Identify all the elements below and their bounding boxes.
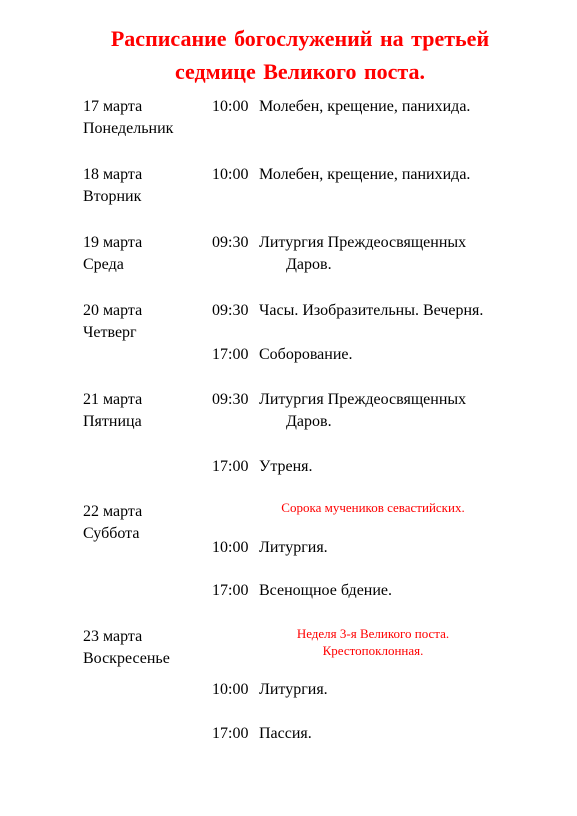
service-text: Литургия Преждеосвященных bbox=[259, 391, 467, 408]
service-text: Соборование. bbox=[259, 346, 353, 363]
service-text: Молебен, крещение, панихида. bbox=[259, 166, 471, 183]
service-time: 17:00 bbox=[212, 725, 249, 742]
service-time: 09:30 bbox=[212, 302, 249, 319]
day-weekday: Понедельник bbox=[83, 120, 174, 137]
service-text-continued: Даров. bbox=[286, 256, 332, 273]
service-text: Литургия Преждеосвященных bbox=[259, 234, 467, 251]
day-weekday: Четверг bbox=[83, 324, 137, 341]
service-text: Литургия. bbox=[259, 539, 328, 556]
day-weekday: Среда bbox=[83, 256, 124, 273]
title-line-1: Расписание богослужений на третьей bbox=[110, 26, 490, 51]
service-text: Литургия. bbox=[259, 681, 328, 698]
day-date: 19 марта bbox=[83, 234, 143, 251]
service-time: 17:00 bbox=[212, 346, 249, 363]
service-text: Молебен, крещение, панихида. bbox=[259, 98, 471, 115]
service-text-continued: Даров. bbox=[286, 413, 332, 430]
service-time: 10:00 bbox=[212, 98, 249, 115]
service-text: Всенощное бдение. bbox=[259, 582, 393, 599]
service-time: 17:00 bbox=[212, 458, 249, 475]
day-date: 18 марта bbox=[83, 166, 143, 183]
service-time: 09:30 bbox=[212, 234, 249, 251]
feast-note: Сорока мучеников севастийских. bbox=[281, 500, 465, 515]
day-weekday: Суббота bbox=[83, 525, 140, 542]
feast-note: Неделя 3-я Великого поста. bbox=[296, 626, 450, 641]
document-title bbox=[40, 22, 560, 88]
title-line-2: седмице Великого поста. bbox=[174, 59, 426, 84]
service-time: 10:00 bbox=[212, 539, 249, 556]
service-text: Часы. Изобразительны. Вечерня. bbox=[259, 302, 484, 319]
service-text: Пассия. bbox=[259, 725, 312, 742]
service-time: 10:00 bbox=[212, 681, 249, 698]
day-date: 17 марта bbox=[83, 98, 143, 115]
day-weekday: Вторник bbox=[83, 188, 142, 205]
service-time: 09:30 bbox=[212, 391, 249, 408]
service-time: 10:00 bbox=[212, 166, 249, 183]
day-date: 21 марта bbox=[83, 391, 143, 408]
day-date: 20 марта bbox=[83, 302, 143, 319]
day-date: 23 марта bbox=[83, 628, 143, 645]
day-weekday: Пятница bbox=[83, 413, 142, 430]
feast-note: Крестопоклонная. bbox=[322, 643, 424, 658]
day-weekday: Воскресенье bbox=[83, 650, 170, 667]
service-time: 17:00 bbox=[212, 582, 249, 599]
day-date: 22 марта bbox=[83, 503, 143, 520]
service-text: Утреня. bbox=[259, 458, 313, 475]
